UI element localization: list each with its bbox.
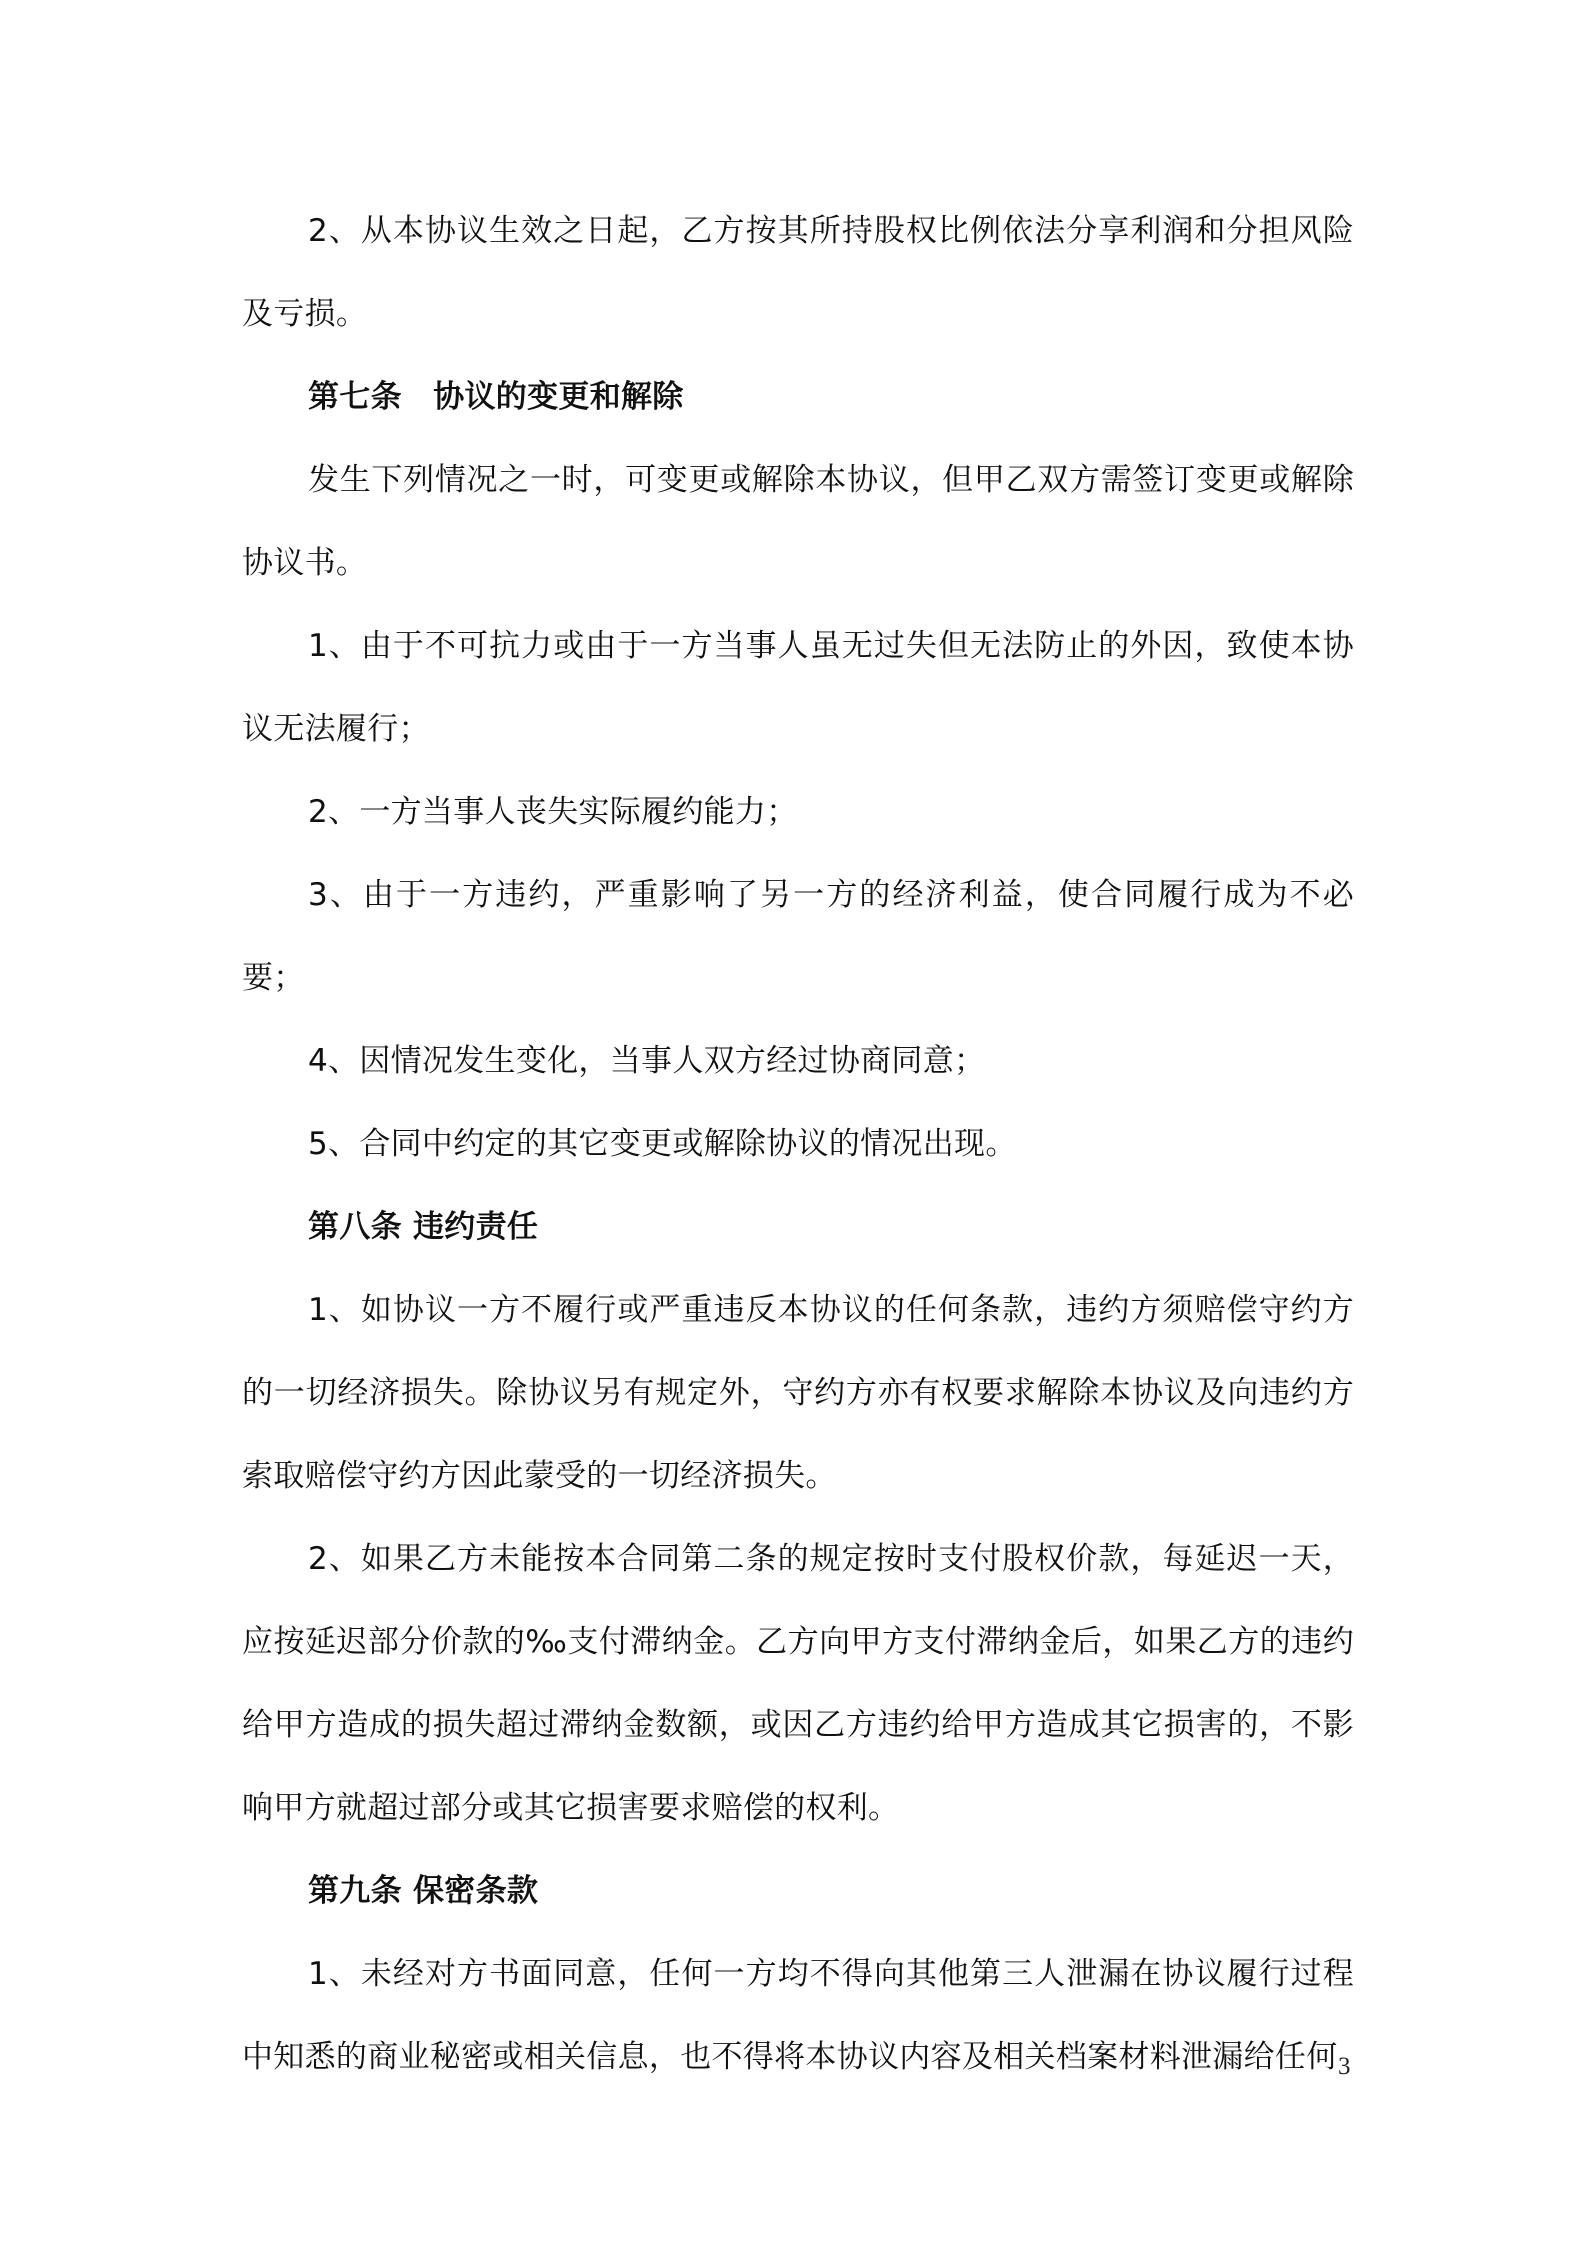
paragraph: 1、如协议一方不履行或严重违反本协议的任何条款，违约方须赔偿守约方的一切经济损失。除协议另有规定外，守约方亦有权要求解除本协议及向违约方索取赔偿守约方因此蒙受的一切经济损失。: [242, 1292, 1354, 1494]
paragraph: 5、合同中约定的其它变更或解除协议的情况出现。: [308, 1126, 1017, 1162]
paragraph: 1、由于不可抗力或由于一方当事人虽无过失但无法防止的外因，致使本协议无法履行；: [242, 628, 1354, 747]
paragraph: 2、如果乙方未能按本合同第二条的规定按时支付股权价款，每延迟一天，应按延迟部分价款的‰支付滞纳金。乙方向甲方支付滞纳金后，如果乙方的违约给甲方造成的损失超过滞纳金数额，或因乙方违约给甲方造成其它损害的，不影响甲方就超过部分或其它损害要求赔偿的权利。: [242, 1541, 1354, 1826]
document-body: [242, 190, 1354, 2099]
paragraph: 2、从本协议生效之日起，乙方按其所持股权比例依法分享利润和分担风险及亏损。: [242, 213, 1354, 332]
page-number: 3: [1338, 2053, 1351, 2080]
section-heading: 第八条 违约责任: [308, 1209, 539, 1245]
paragraph: 1、未经对方书面同意，任何一方均不得向其他第三人泄漏在协议履行过程中知悉的商业秘密或相关信息，也不得将本协议内容及相关档案材料泄漏给任何: [242, 1956, 1354, 2075]
section-heading: 第七条 协议的变更和解除: [308, 379, 684, 415]
section-heading: 第九条 保密条款: [308, 1873, 539, 1909]
paragraph: 2、一方当事人丧失实际履约能力；: [308, 794, 798, 830]
paragraph: 发生下列情况之一时，可变更或解除本协议，但甲乙双方需签订变更或解除协议书。: [242, 462, 1354, 581]
paragraph: 3、由于一方违约，严重影响了另一方的经济利益，使合同履行成为不必要；: [242, 877, 1354, 996]
paragraph: 4、因情况发生变化，当事人双方经过协商同意；: [308, 1043, 986, 1079]
